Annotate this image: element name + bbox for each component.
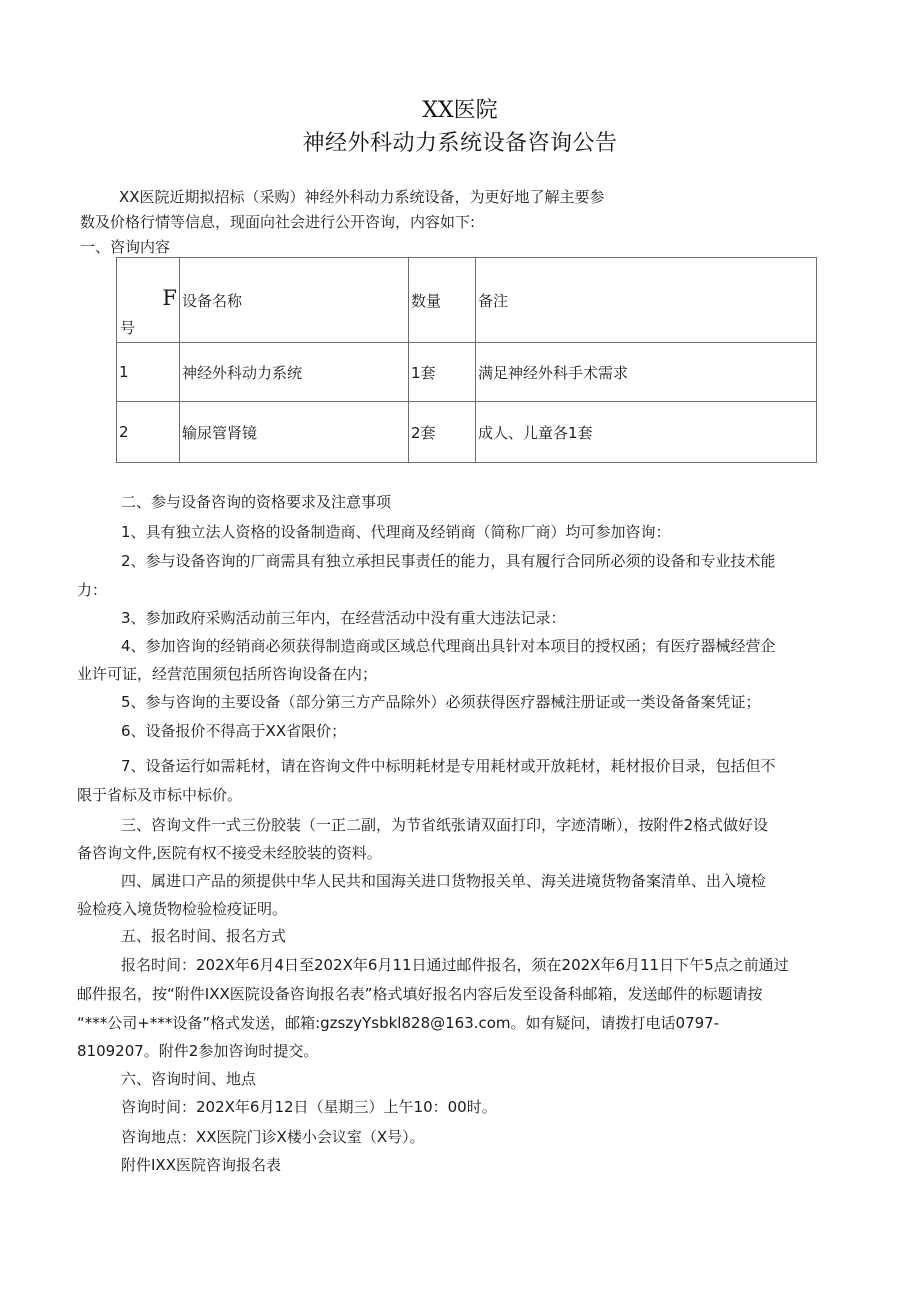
intro-line-2: 数及价格行情等信息，现面向社会进行公开咨询，内容如下: [80,213,476,231]
section-5-heading: 五、报名时间、报名方式 [121,927,287,945]
section-3-line-1: 三、咨询文件一式三份胶装（一正二副，为节省纸张请双面打印，字迹清晰），按附件2格式做好设 [121,816,769,834]
requirement-7-line-1: 7、设备运行如需耗材，请在咨询文件中标明耗材是专用耗材或开放耗材，耗材报价目录，包括但不 [121,757,776,775]
intro-line-1: XX医院近期拟招标（采购）神经外科动力系统设备，为更好地了解主要参 [119,188,605,206]
section-1-heading: 一、咨询内容 [80,238,171,256]
requirement-4-line-2: 业许可证，经营范围须包括所咨询设备在内； [77,665,378,683]
requirement-5: 5、参与咨询的主要设备（部分第三方产品除外）必须获得医疗器械注册证或一类设备备案凭证； [121,693,761,711]
header-index-label: 号 [120,319,136,337]
section-2-heading: 二、参与设备咨询的资格要求及注意事项 [121,493,392,511]
header-note-cell: 备注 [476,258,817,343]
section-3-line-2: 备咨询文件,医院有权不接受未经胶装的资料。 [77,844,382,862]
row-index: 1 [117,343,180,402]
table-header-row [117,258,817,343]
consultation-time: 咨询时间：202X年6月12日（星期三）上午10：00时。 [121,1098,497,1116]
attachment-note: 附件IXX医院咨询报名表 [121,1156,281,1174]
section-4-line-2: 验检疫入境货物检验检疫证明。 [77,900,288,918]
section-4-line-1: 四、属进口产品的须提供中华人民共和国海关进口货物报关单、海关进境货物备案清单、出入境检 [121,872,767,890]
header-name-cell: 设备名称 [180,258,409,343]
requirement-2-line-2: 力： [77,581,108,599]
row-name: 输尿管肾镜 [180,402,409,463]
header-index-glyph: F [162,286,177,310]
row-qty: 1套 [409,343,476,402]
row-name: 神经外科动力系统 [180,343,409,402]
registration-line-2: 邮件报名，按“附件IXX医院设备咨询报名表”格式填好报名内容后发至设备科邮箱，发送邮件的标题请按 [77,985,763,1003]
section-6-heading: 六、咨询时间、地点 [121,1070,257,1088]
consultation-place: 咨询地点：XX医院门诊X楼小会议室（X号）。 [121,1128,425,1146]
registration-line-1: 报名时间：202X年6月4日至202X年6月11日通过邮件报名，须在202X年6月11日下午5点之前通过 [121,956,789,974]
requirement-7-line-2: 限于省标及市标中标价。 [77,786,243,804]
requirement-2-line-1: 2、参与设备咨询的厂商需具有独立承担民事责任的能力，具有履行合同所必须的设备和专业技术能 [121,552,776,570]
registration-line-3: “***公司+***设备”格式发送，邮箱:gzszyYsbkl828@163.com。如有疑问，请拨打电话0797- [77,1014,720,1032]
registration-line-4: 8109207。附件2参加咨询时提交。 [77,1042,319,1060]
org-title: XX医院 [422,98,498,123]
header-index-cell [117,258,180,343]
consultation-table [116,257,817,463]
requirement-3: 3、参加政府采购活动前三年内，在经营活动中没有重大违法记录： [121,609,566,627]
requirement-1: 1、具有独立法人资格的设备制造商、代理商及经销商（简称厂商）均可参加咨询： [121,523,671,541]
page-title: 神经外科动力系统设备咨询公告 [302,131,618,156]
row-index: 2 [117,402,180,463]
row-note: 成人、儿童各1套 [476,402,817,463]
requirement-6: 6、设备报价不得高于XX省限价； [121,722,347,740]
table-row [117,343,817,402]
header-qty-cell: 数量 [409,258,476,343]
table-row [117,402,817,463]
row-qty: 2套 [409,402,476,463]
requirement-4-line-1: 4、参加咨询的经销商必须获得制造商或区域总代理商出具针对本项目的授权函；有医疗器械经营企 [121,637,776,655]
row-note: 满足神经外科手术需求 [476,343,817,402]
